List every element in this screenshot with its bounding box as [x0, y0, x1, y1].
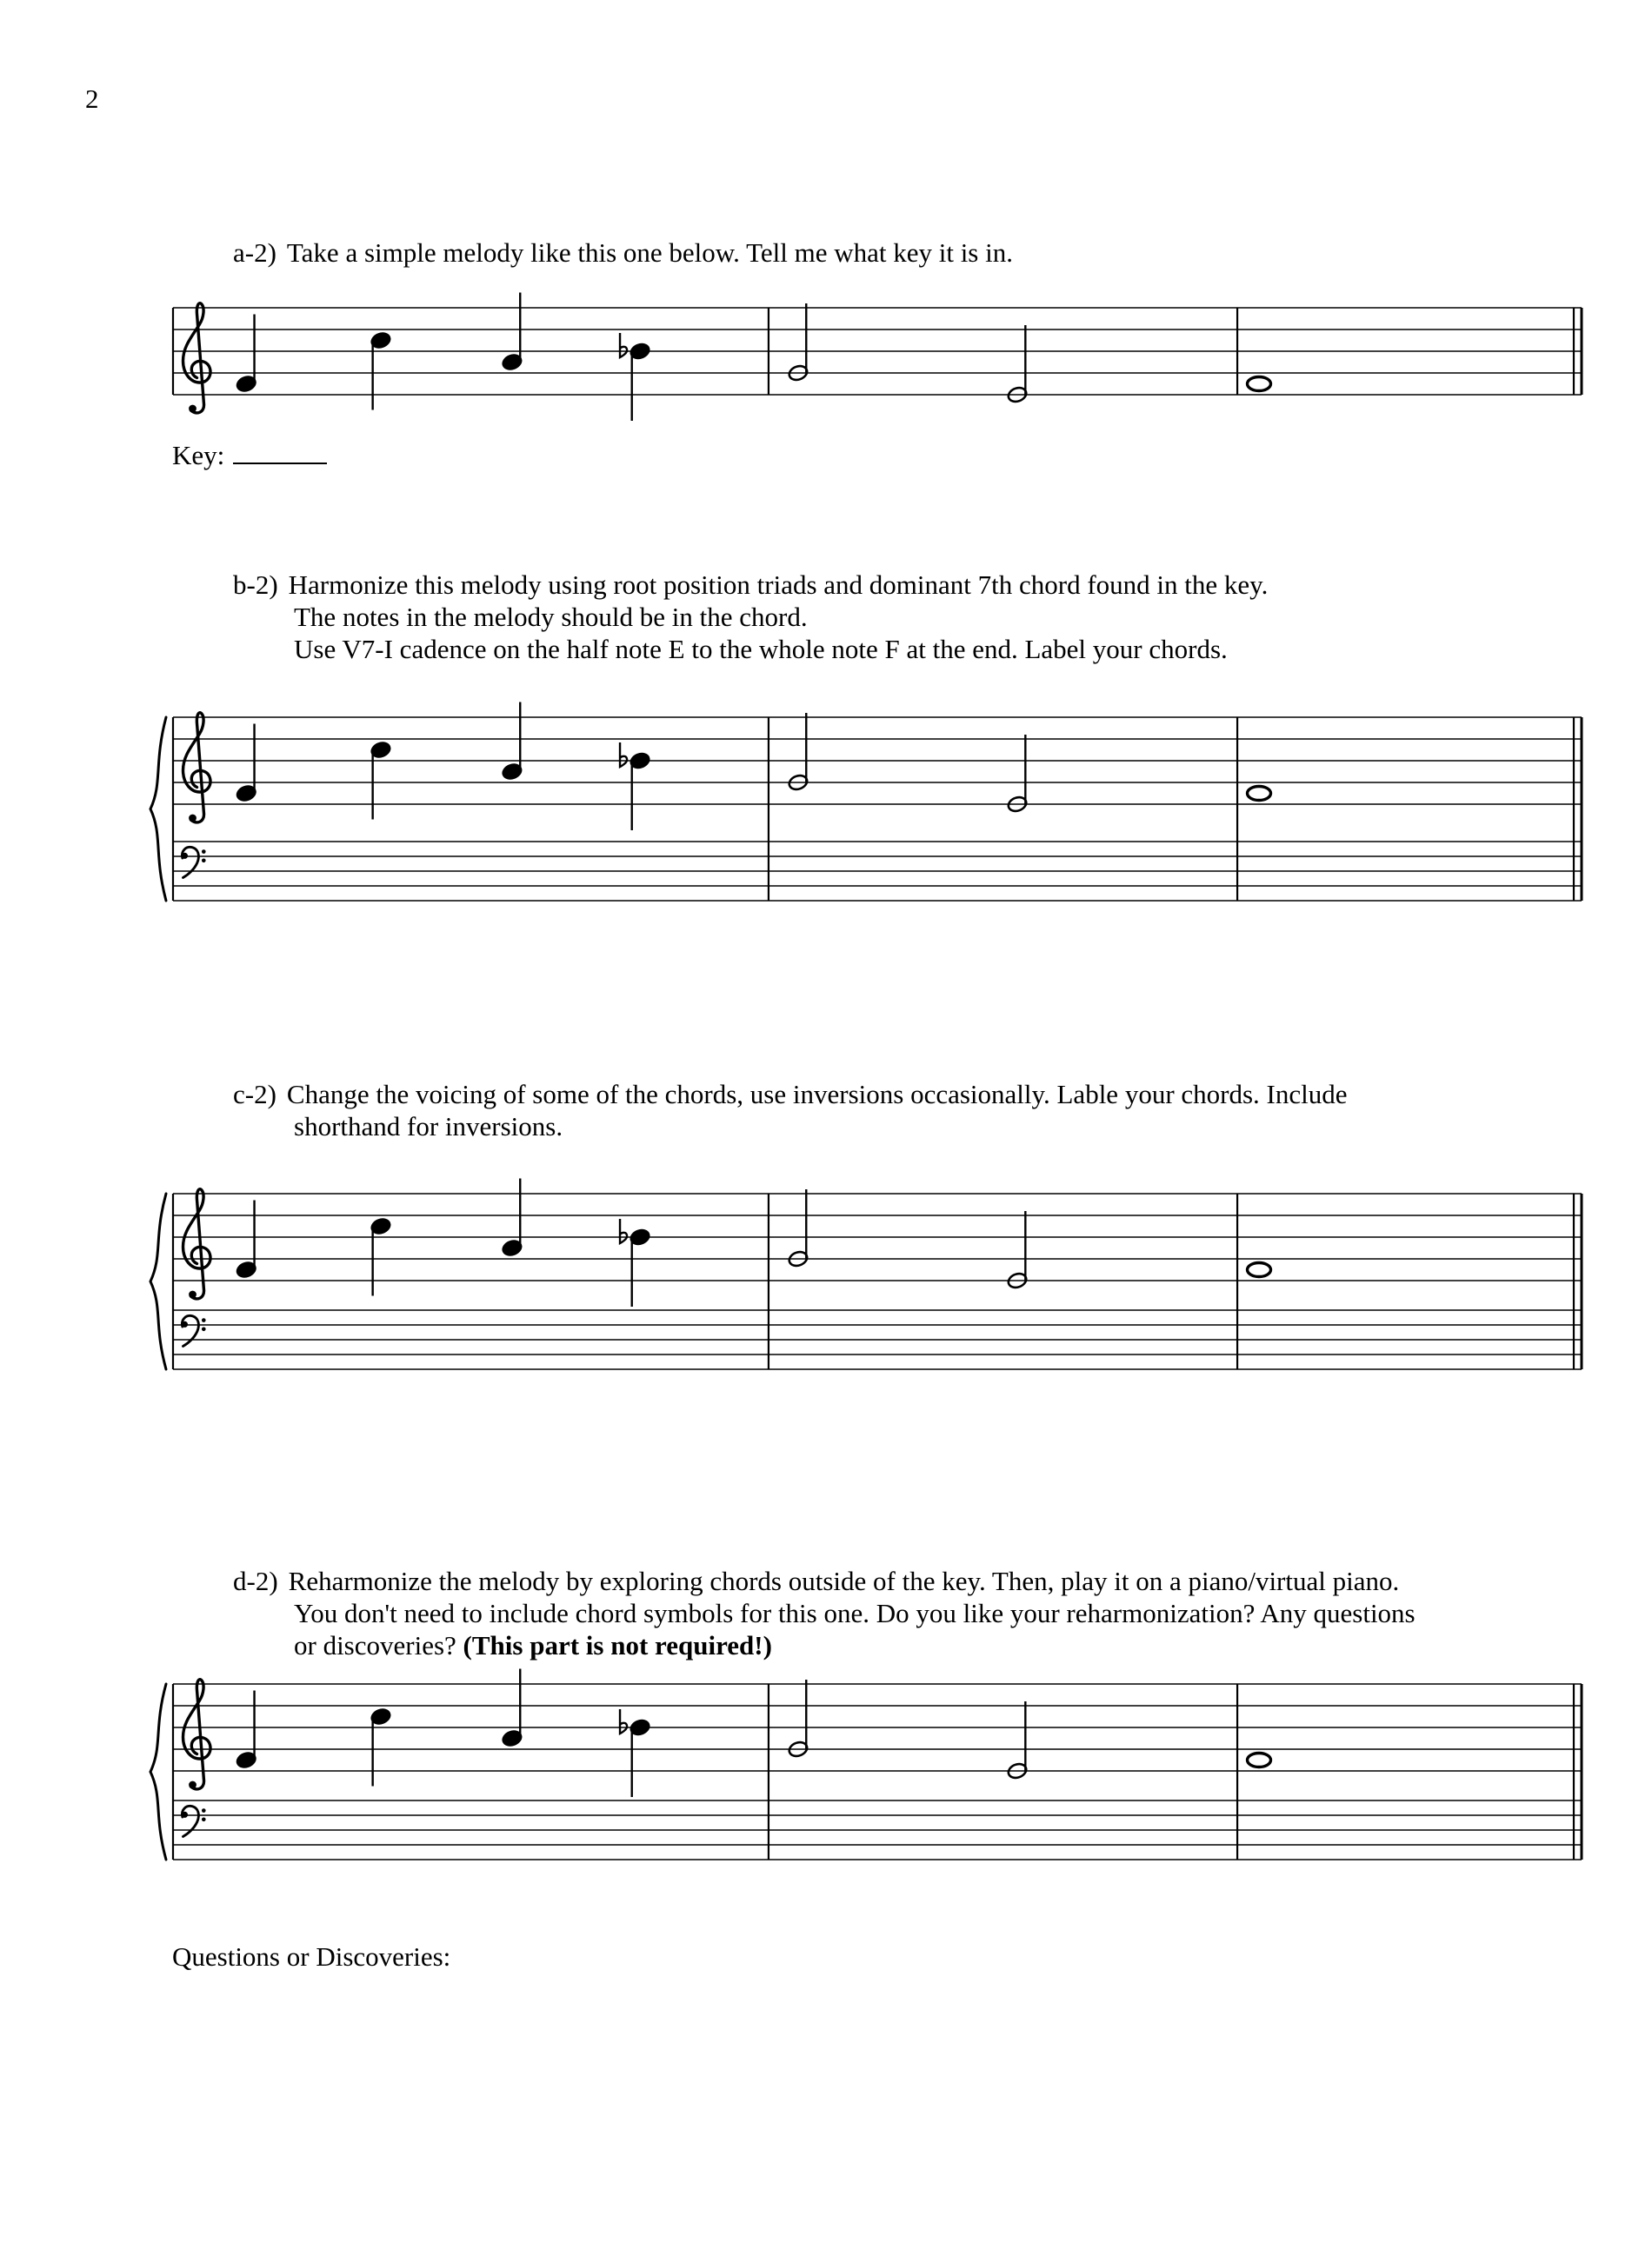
- prompt-d2-line1: Reharmonize the melody by exploring chords outside of the key. Then, play it on a piano/virtual piano.: [288, 1566, 1400, 1596]
- prompt-a2-label: a-2): [233, 237, 276, 268]
- prompt-b2: [233, 569, 1268, 665]
- a2-melody-staff: [148, 256, 1600, 443]
- prompt-c2-label: c-2): [233, 1079, 276, 1109]
- prompt-d2-label: d-2): [233, 1566, 278, 1596]
- prompt-b2-line1: Harmonize this melody using root position triads and dominant 7th chord found in the key.: [288, 569, 1269, 600]
- page-number: 2: [85, 83, 99, 114]
- d2-grand-staff: [148, 1632, 1600, 1893]
- prompt-d2-line3-bold: (This part is not required!): [463, 1630, 772, 1661]
- key-field: [172, 440, 327, 471]
- prompt-b2-line3: Use V7-I cadence on the half note E to the whole note F at the end. Label your chords.: [294, 634, 1228, 664]
- b2-grand-staff: [148, 665, 1600, 935]
- key-answer-blank: [233, 440, 327, 464]
- questions-discoveries-label: Questions or Discoveries:: [172, 1941, 451, 1972]
- prompt-c2-line1: Change the voicing of some of the chords, use inversions occasionally. Lable your chords. Include: [286, 1079, 1348, 1109]
- prompt-c2: [233, 1078, 1348, 1142]
- prompt-d2-line3-prefix: or discoveries?: [294, 1630, 463, 1661]
- key-label: Key:: [172, 440, 225, 470]
- prompt-b2-label: b-2): [233, 569, 278, 600]
- prompt-c2-line2: shorthand for inversions.: [294, 1111, 563, 1141]
- prompt-a2-text: Take a simple melody like this one below. Tell me what key it is in.: [286, 237, 1013, 268]
- prompt-d2-line2: You don't need to include chord symbols for this one. Do you like your reharmonization? Any questions: [294, 1598, 1416, 1628]
- c2-grand-staff: [148, 1141, 1600, 1402]
- prompt-b2-line2: The notes in the melody should be in the chord.: [294, 602, 808, 632]
